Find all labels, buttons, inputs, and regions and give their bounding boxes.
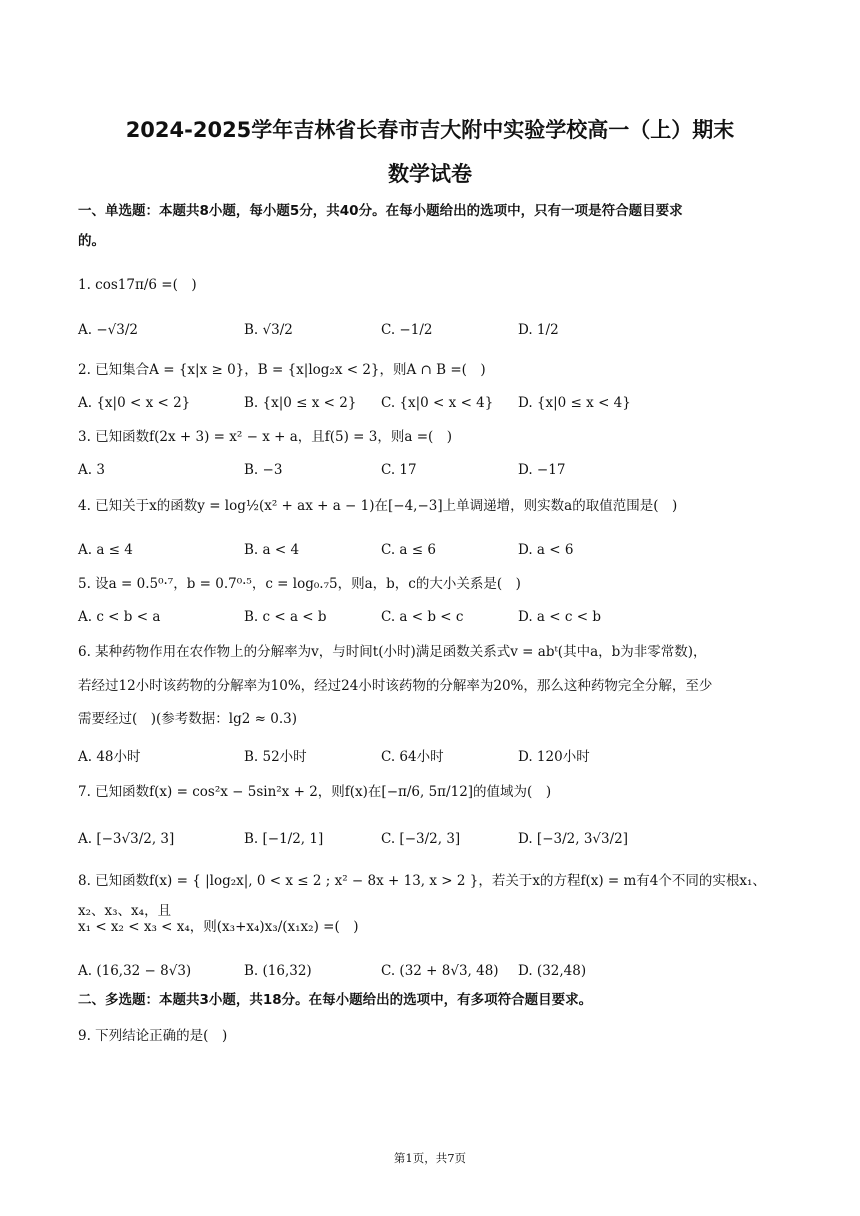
question-3-options (78, 462, 788, 486)
question-5-stem: 5. 设a = 0.5⁰·⁷，b = 0.7⁰·⁵，c = log₀.₇5，则a，b，c的大小关系是( ) (78, 576, 521, 592)
question-2-option-a: A. {x|0 < x < 2} (78, 395, 191, 411)
question-7-option-a: A. [−3√3/2, 3] (78, 831, 175, 847)
question-1-option-d: D. 1/2 (518, 322, 559, 338)
question-4-option-b: B. a < 4 (244, 542, 300, 558)
exam-title-line1: 2024-2025学年吉林省长春市吉大附中实验学校高一（上）期末 (125, 118, 735, 142)
question-5-option-d: D. a < c < b (518, 609, 601, 625)
question-4-stem: 4. 已知关于x的函数y = log½(x² + ax + a − 1)在[−4,−3]上单调递增，则实数a的取值范围是( ) (78, 498, 678, 514)
question-7-options (78, 831, 788, 855)
question-1-option-a: A. −√3/2 (78, 322, 138, 338)
question-7-option-d: D. [−3/2, 3√3/2] (518, 831, 628, 847)
question-1-stem: 1. cos17π/6 =( ) (78, 277, 197, 293)
question-2-option-c: C. {x|0 < x < 4} (381, 395, 494, 411)
section1-heading-line2: 的。 (78, 233, 105, 249)
question-6-stem-line1: 6. 某种药物作用在农作物上的分解率为v，与时间t(小时)满足函数关系式v = abᵗ(其中a，b为非零常数)， (78, 644, 707, 660)
question-5-option-c: C. a < b < c (381, 609, 464, 625)
section2-heading: 二、多选题：本题共3小题，共18分。在每小题给出的选项中，有多项符合题目要求。 (78, 992, 593, 1008)
question-6-option-a: A. 48小时 (78, 749, 141, 765)
question-5-options (78, 609, 788, 633)
question-8-option-d: D. (32,48) (518, 963, 587, 979)
question-2-options (78, 395, 788, 419)
question-1-option-b: B. √3/2 (244, 322, 293, 338)
question-1-options (78, 322, 788, 346)
question-3-option-d: D. −17 (518, 462, 566, 478)
question-2-option-b: B. {x|0 ≤ x < 2} (244, 395, 357, 411)
question-8-stem-line2: x₁ < x₂ < x₃ < x₄，则(x₃+x₄)x₃/(x₁x₂) =( ) (78, 919, 359, 935)
question-7-option-c: C. [−3/2, 3] (381, 831, 461, 847)
question-8-option-a: A. (16,32 − 8√3) (78, 963, 192, 979)
question-2-option-d: D. {x|0 ≤ x < 4} (518, 395, 631, 411)
question-6-options (78, 745, 788, 769)
question-5-option-a: A. c < b < a (78, 609, 161, 625)
question-4-option-d: D. a < 6 (518, 542, 574, 558)
question-6-option-c: C. 64小时 (381, 749, 444, 765)
question-8-stem-line1: 8. 已知函数f(x) = { |log₂x|, 0 < x ≤ 2 ; x² − 8x + 13, x > 2 }，若关于x的方程f(x) = m有4个不同的实根x₁、x₂、x₃、x₄，且 (78, 873, 766, 919)
question-8-option-c: C. (32 + 8√3, 48) (381, 963, 499, 979)
question-7-stem: 7. 已知函数f(x) = cos²x − 5sin²x + 2，则f(x)在[−π/6, 5π/12]的值域为( ) (78, 784, 552, 800)
question-4-options (78, 542, 788, 566)
question-4-option-c: C. a ≤ 6 (381, 542, 436, 558)
question-7-option-b: B. [−1/2, 1] (244, 831, 324, 847)
question-4-option-a: A. a ≤ 4 (78, 542, 133, 558)
question-3-option-b: B. −3 (244, 462, 283, 478)
question-2-stem: 2. 已知集合A = {x|x ≥ 0}，B = {x|log₂x < 2}，则A ∩ B =( ) (78, 362, 486, 378)
section1-heading-line1: 一、单选题：本题共8小题，每小题5分，共40分。在每小题给出的选项中，只有一项是符合题目要求 (78, 203, 683, 219)
question-6-stem-line2: 若经过12小时该药物的分解率为10%，经过24小时该药物的分解率为20%，那么这种药物完全分解，至少 (78, 678, 713, 694)
question-5-option-b: B. c < a < b (244, 609, 327, 625)
question-6-option-d: D. 120小时 (518, 749, 590, 765)
question-3-option-c: C. 17 (381, 462, 417, 478)
question-3-option-a: A. 3 (78, 462, 105, 478)
question-9-stem: 9. 下列结论正确的是( ) (78, 1028, 228, 1044)
exam-title-line2: 数学试卷 (388, 162, 472, 186)
page-footer: 第1页，共7页 (393, 1151, 467, 1165)
question-8-option-b: B. (16,32) (244, 963, 312, 979)
question-6-option-b: B. 52小时 (244, 749, 307, 765)
question-1-option-c: C. −1/2 (381, 322, 433, 338)
question-3-stem: 3. 已知函数f(2x + 3) = x² − x + a，且f(5) = 3，则a =( ) (78, 429, 453, 445)
question-6-stem-line3: 需要经过( )(参考数据：lg2 ≈ 0.3) (78, 711, 297, 727)
question-8-options (78, 963, 788, 987)
